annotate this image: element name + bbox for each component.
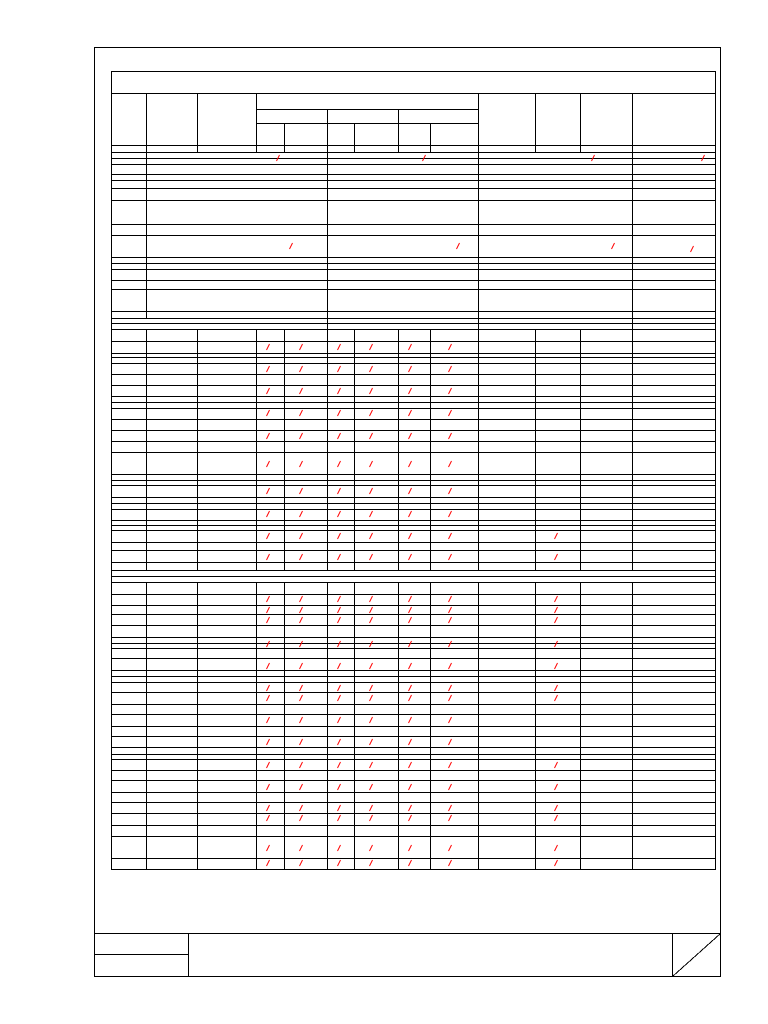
slash-mark	[449, 860, 452, 866]
slash-mark	[267, 366, 270, 372]
slash-mark	[370, 784, 373, 790]
slash-mark	[338, 762, 341, 768]
slash-mark	[338, 596, 341, 602]
slash-mark	[449, 717, 452, 723]
slash-mark	[267, 805, 270, 811]
slash-mark	[338, 685, 341, 691]
slash-mark	[555, 596, 558, 602]
slash-mark	[338, 860, 341, 866]
slash-mark	[409, 845, 412, 851]
slash-mark	[370, 533, 373, 539]
slash-mark	[338, 410, 341, 416]
slash-mark	[370, 663, 373, 669]
slash-mark	[449, 617, 452, 623]
slash-mark	[290, 243, 293, 249]
slash-mark	[409, 596, 412, 602]
slash-mark	[300, 860, 303, 866]
slash-mark	[267, 596, 270, 602]
slash-mark	[338, 488, 341, 494]
slash-mark	[300, 805, 303, 811]
slash-mark	[409, 860, 412, 866]
slash-mark	[449, 388, 452, 394]
slash-mark	[409, 554, 412, 560]
slash-mark	[267, 815, 270, 821]
slash-mark	[300, 388, 303, 394]
slash-mark	[370, 607, 373, 613]
slash-mark	[449, 607, 452, 613]
slash-mark	[409, 607, 412, 613]
slash-mark	[449, 344, 452, 350]
slash-mark	[409, 617, 412, 623]
slash-mark	[409, 511, 412, 517]
slash-mark	[409, 815, 412, 821]
slash-mark	[555, 533, 558, 539]
slash-mark	[267, 533, 270, 539]
slash-mark	[267, 511, 270, 517]
slash-mark	[300, 617, 303, 623]
slash-mark	[449, 461, 452, 467]
slash-mark	[449, 762, 452, 768]
slash-mark	[409, 410, 412, 416]
slash-mark	[300, 410, 303, 416]
slash-mark	[449, 845, 452, 851]
slash-mark	[370, 344, 373, 350]
slash-mark	[300, 685, 303, 691]
title-block-corner-diagonal	[673, 934, 721, 977]
slash-mark	[555, 860, 558, 866]
slash-mark	[370, 815, 373, 821]
slash-mark	[300, 554, 303, 560]
slash-mark	[300, 366, 303, 372]
slash-mark	[449, 533, 452, 539]
slash-mark	[338, 805, 341, 811]
slash-mark	[267, 433, 270, 439]
slash-mark	[409, 784, 412, 790]
slash-mark	[300, 488, 303, 494]
slash-mark	[267, 617, 270, 623]
slash-mark	[338, 695, 341, 701]
slash-mark	[409, 717, 412, 723]
slash-mark	[449, 554, 452, 560]
slash-mark	[370, 433, 373, 439]
slash-mark	[267, 717, 270, 723]
slash-mark	[338, 845, 341, 851]
slash-mark	[555, 805, 558, 811]
slash-mark	[691, 246, 694, 252]
slash-mark	[555, 845, 558, 851]
slash-mark	[449, 663, 452, 669]
slash-mark	[370, 845, 373, 851]
slash-mark	[300, 845, 303, 851]
slash-mark	[555, 762, 558, 768]
slash-mark	[449, 685, 452, 691]
slash-mark	[267, 685, 270, 691]
slash-mark	[409, 488, 412, 494]
slash-mark	[338, 344, 341, 350]
slash-mark	[267, 607, 270, 613]
slash-mark	[409, 533, 412, 539]
slash-mark	[300, 663, 303, 669]
slash-mark	[338, 663, 341, 669]
slash-mark	[370, 762, 373, 768]
slash-mark	[409, 685, 412, 691]
slash-mark	[300, 815, 303, 821]
slash-mark	[338, 815, 341, 821]
slash-mark	[300, 596, 303, 602]
slash-mark	[409, 762, 412, 768]
slash-mark	[300, 344, 303, 350]
slash-mark	[300, 717, 303, 723]
slash-mark	[612, 243, 615, 249]
slash-mark	[370, 366, 373, 372]
slash-mark	[370, 511, 373, 517]
slash-mark	[457, 243, 460, 249]
slash-mark	[267, 845, 270, 851]
slash-mark	[338, 784, 341, 790]
slash-mark	[449, 596, 452, 602]
form-table-grid	[112, 72, 716, 870]
slash-mark	[300, 533, 303, 539]
slash-mark	[300, 784, 303, 790]
slash-mark	[370, 685, 373, 691]
slash-mark	[338, 554, 341, 560]
slash-mark	[300, 739, 303, 745]
slash-mark	[555, 663, 558, 669]
slash-mark	[409, 388, 412, 394]
sheet-frame	[95, 48, 721, 977]
slash-mark	[370, 739, 373, 745]
slash-mark	[300, 461, 303, 467]
slash-mark	[300, 607, 303, 613]
slash-mark	[338, 511, 341, 517]
slash-mark	[338, 617, 341, 623]
slash-mark	[338, 533, 341, 539]
slash-mark	[267, 554, 270, 560]
slash-mark	[449, 695, 452, 701]
slash-mark	[449, 410, 452, 416]
table-border	[112, 72, 716, 870]
slash-mark	[370, 717, 373, 723]
slash-mark	[267, 784, 270, 790]
slash-mark	[449, 739, 452, 745]
slash-mark	[555, 815, 558, 821]
slash-mark	[267, 488, 270, 494]
slash-mark	[370, 860, 373, 866]
slash-mark	[449, 805, 452, 811]
slash-mark	[267, 344, 270, 350]
slash-mark	[449, 784, 452, 790]
title-block	[95, 934, 721, 977]
slash-mark	[267, 388, 270, 394]
slash-mark	[370, 410, 373, 416]
slash-mark	[300, 762, 303, 768]
slash-mark	[300, 433, 303, 439]
slash-mark	[338, 607, 341, 613]
slash-mark	[555, 784, 558, 790]
slash-mark	[338, 717, 341, 723]
slash-mark	[338, 366, 341, 372]
slash-mark	[338, 739, 341, 745]
slash-mark	[409, 461, 412, 467]
slash-mark	[370, 461, 373, 467]
slash-mark	[449, 488, 452, 494]
slash-mark	[338, 388, 341, 394]
slash-mark	[409, 739, 412, 745]
slash-mark	[370, 596, 373, 602]
slash-mark	[370, 388, 373, 394]
slash-mark	[555, 685, 558, 691]
slash-mark	[449, 366, 452, 372]
slash-mark	[267, 461, 270, 467]
slash-mark	[409, 663, 412, 669]
slash-mark	[338, 433, 341, 439]
slash-mark	[267, 410, 270, 416]
slash-mark	[267, 695, 270, 701]
slash-mark	[370, 695, 373, 701]
slash-mark	[370, 805, 373, 811]
slash-mark	[370, 488, 373, 494]
slash-mark	[449, 815, 452, 821]
slash-mark	[409, 366, 412, 372]
slash-mark	[555, 554, 558, 560]
slash-mark	[267, 762, 270, 768]
slash-mark	[338, 461, 341, 467]
slash-mark	[267, 860, 270, 866]
slash-mark	[409, 344, 412, 350]
slash-mark	[555, 617, 558, 623]
slash-mark	[370, 617, 373, 623]
slash-mark	[555, 607, 558, 613]
slash-mark	[300, 695, 303, 701]
slash-mark	[267, 663, 270, 669]
slash-mark	[267, 739, 270, 745]
slash-mark	[409, 695, 412, 701]
slash-mark	[409, 805, 412, 811]
slash-mark	[300, 511, 303, 517]
slash-mark	[449, 511, 452, 517]
slash-mark	[555, 695, 558, 701]
slash-mark	[409, 433, 412, 439]
slash-mark	[370, 554, 373, 560]
slash-mark	[449, 433, 452, 439]
outer-frame	[95, 48, 721, 977]
